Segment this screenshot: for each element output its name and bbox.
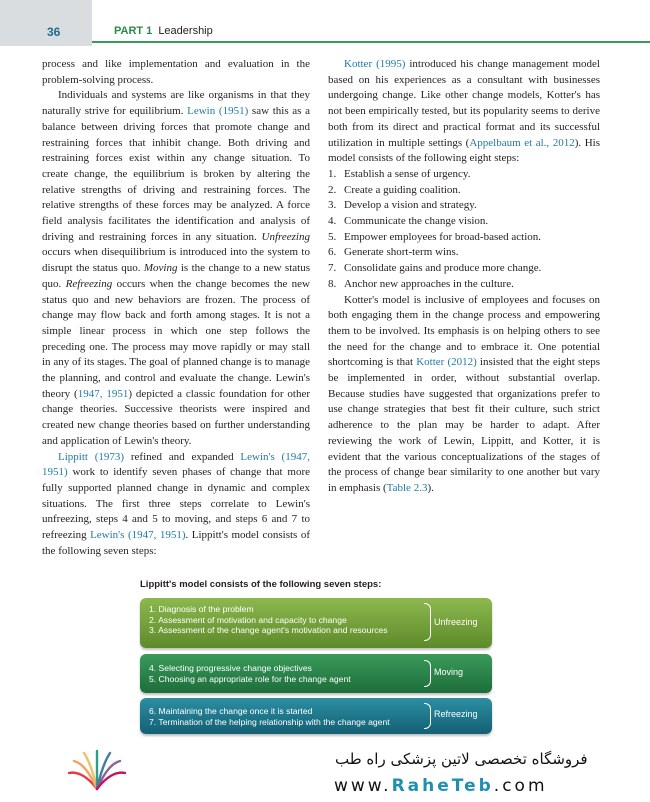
figure-title: Lippitt's model consists of the following seven steps: bbox=[140, 579, 382, 590]
open-book-logo-icon bbox=[66, 749, 128, 793]
figure-step: 1. Diagnosis of the problem bbox=[149, 604, 254, 614]
kotter-step bbox=[328, 214, 600, 230]
stage-box-refreezing bbox=[140, 698, 492, 734]
citation-link[interactable]: Appelbaum et al., 2012 bbox=[469, 136, 575, 149]
kotter-step bbox=[328, 230, 600, 246]
paragraph-kotter bbox=[328, 57, 600, 167]
paragraph-lewin bbox=[42, 88, 310, 449]
url-brand: RaheTeb bbox=[391, 776, 494, 796]
figure-step: 3. Assessment of the change agent's motivation and resources bbox=[149, 625, 388, 635]
step-number: 8. bbox=[328, 277, 337, 290]
figure-step: 5. Choosing an appropriate role for the change agent bbox=[149, 673, 351, 684]
figure-step: 2. Assessment of motivation and capacity to change bbox=[149, 614, 347, 625]
url-prefix: www. bbox=[334, 776, 392, 796]
text-run: ) depicted a classic foundation for other change theories. Successive theorists were inspired and created new change theories based on further understanding and application of Lewin's theory. bbox=[42, 387, 311, 447]
text-run: ). bbox=[427, 481, 434, 494]
paragraph-kotter-critique bbox=[328, 293, 600, 497]
citation-link[interactable]: Kotter (1995) bbox=[344, 58, 406, 70]
step-number: 5. bbox=[328, 230, 337, 243]
part-label: PART 1 bbox=[114, 25, 153, 37]
kotter-step bbox=[328, 245, 600, 261]
step-number: 4. bbox=[328, 215, 337, 228]
text-run: Kotter's model is inclusive of employees and focuses on both engaging them in the change process and empowering them to be involved. Its emphasis is on helping others to see the need for the change and to embrace it. One potential shortcoming is that bbox=[328, 293, 600, 369]
step-text: Establish a sense of urgency. bbox=[344, 167, 471, 180]
step-number: 6. bbox=[328, 246, 337, 259]
left-column bbox=[42, 57, 310, 560]
step-text: Anchor new approaches in the culture. bbox=[344, 277, 514, 290]
stage-label: Refreezing bbox=[434, 709, 478, 719]
citation-link[interactable]: Kotter (2012) bbox=[416, 356, 477, 369]
text-run: insisted that the eight steps be implemented in order, without substantial overlap. Because studies have suggested that organizations prefer to use change strategies that best fit their culture, such strict adherence to the plan may be harder to adapt. After reviewing the work of Lewin, Lippitt, and Kotter, it is evident that the various conceptualizations of the stages of the process of change bear similarity to one another but vary in emphasis ( bbox=[328, 356, 600, 494]
right-column bbox=[328, 57, 600, 497]
step-text: Empower employees for broad-based action. bbox=[344, 230, 542, 243]
figure-step: 6. Maintaining the change once it is started bbox=[149, 706, 313, 716]
text-run: work to identify seven phases of change that more fully supported planned change in dynamic and complex situations. The first three steps correlate to Lewin's unfreezing, steps 4 and 5 to moving, and steps 6 and 7 to refreezing bbox=[42, 466, 310, 542]
citation-link[interactable]: Lewin's (1947, 1951) bbox=[90, 529, 186, 542]
text-run: occurs when the change becomes the new status quo and new behaviors are frozen. The process of change may flow back and forth among stages. It is not a simple linear process in which one step follows the preceding one. The process may move rapidly or may stall in any of its stages. The goal of planned change is to manage the planning, and control and evaluate the change. Lewin's theory ( bbox=[42, 277, 310, 400]
text-run: ). His model consists of the following eight steps: bbox=[328, 136, 600, 165]
stage-steps bbox=[149, 604, 388, 636]
page-number: 36 bbox=[47, 25, 61, 39]
step-text: Generate short-term wins. bbox=[344, 246, 459, 259]
citation-link[interactable]: Lewin (1951) bbox=[187, 105, 249, 118]
text-run: introduced his change management model based on his experiences as a consultant with businesses undergoing change. Like other change models, Kotter's has not been empirically tested, but its popularity seems to derive both from its direct and practical format and its successful utilization in multiple settings ( bbox=[328, 58, 600, 149]
citation-link[interactable]: Lewin's (1947, 1951) bbox=[42, 450, 310, 479]
brace-icon bbox=[424, 703, 431, 729]
section-label: Leadership bbox=[158, 25, 213, 37]
lippitt-model-figure bbox=[140, 574, 500, 734]
kotter-step bbox=[328, 277, 600, 293]
kotter-step bbox=[328, 198, 600, 214]
kotter-step bbox=[328, 167, 600, 183]
citation-link[interactable]: 1947, 1951 bbox=[77, 387, 129, 400]
text-run: is the change to a new status quo. bbox=[42, 262, 310, 290]
stage-label: Unfreezing bbox=[434, 617, 478, 627]
italic-term: Unfreezing bbox=[261, 230, 310, 243]
stage-box-moving bbox=[140, 654, 492, 693]
step-text: Develop a vision and strategy. bbox=[344, 199, 477, 212]
citation-link[interactable]: Lippitt (1973) bbox=[58, 450, 125, 463]
figure-step: 4. Selecting progressive change objectives bbox=[149, 663, 312, 673]
italic-term: Moving bbox=[143, 262, 178, 275]
text-run: refined and expanded bbox=[124, 450, 241, 463]
paragraph-continuation: process and like implementation and evaluation in the problem-solving process. bbox=[42, 58, 310, 86]
stage-steps bbox=[149, 663, 351, 684]
step-number: 2. bbox=[328, 183, 337, 196]
brace-icon bbox=[424, 603, 431, 641]
citation-link[interactable]: Table 2.3 bbox=[386, 481, 428, 494]
figure-step: 7. Termination of the helping relationship with the change agent bbox=[149, 716, 390, 727]
kotter-steps-list bbox=[328, 167, 600, 293]
paragraph-lippitt bbox=[42, 450, 310, 560]
page-number-tab bbox=[0, 0, 92, 46]
text-run: saw this as a balance between driving forces that promote change and restraining forces that inhibit change. Both driving and restraining forces exist within any change situation. To create change, the equilibrium is broken by altering the relative strengths of driving and restraining forces. The relative strengths of these forces may be analyzed. A force field analysis facilitates the identification and analysis of driving and restraining forces in any situation. bbox=[42, 105, 310, 243]
kotter-step bbox=[328, 183, 600, 199]
stage-steps bbox=[149, 706, 390, 727]
text-run: occurs when disequilibrium is introduced into the system to disrupt the status quo. bbox=[42, 246, 310, 275]
step-number: 1. bbox=[328, 167, 337, 180]
text-run: Individuals and systems are like organisms in that they naturally strive for equilibrium. bbox=[42, 89, 310, 118]
brand-persian-text: فروشگاه تخصصی لاتین پزشکی راه طب bbox=[335, 750, 588, 768]
brace-icon bbox=[424, 660, 431, 687]
brand-url bbox=[334, 776, 548, 796]
url-suffix: .com bbox=[493, 776, 548, 796]
step-text: Create a guiding coalition. bbox=[344, 183, 461, 196]
stage-box-unfreezing bbox=[140, 598, 492, 648]
step-text: Communicate the change vision. bbox=[344, 215, 489, 228]
stage-label: Moving bbox=[434, 667, 464, 677]
page-header bbox=[0, 0, 650, 46]
header-rule bbox=[92, 41, 650, 43]
text-run: . Lippitt's model consists of the following seven steps: bbox=[42, 529, 310, 557]
italic-term: Refreezing bbox=[65, 277, 113, 290]
step-number: 3. bbox=[328, 199, 337, 212]
running-head bbox=[114, 25, 213, 37]
step-number: 7. bbox=[328, 262, 337, 275]
step-text: Consolidate gains and produce more change. bbox=[344, 262, 542, 275]
brand-watermark bbox=[0, 738, 650, 802]
kotter-step bbox=[328, 261, 600, 277]
